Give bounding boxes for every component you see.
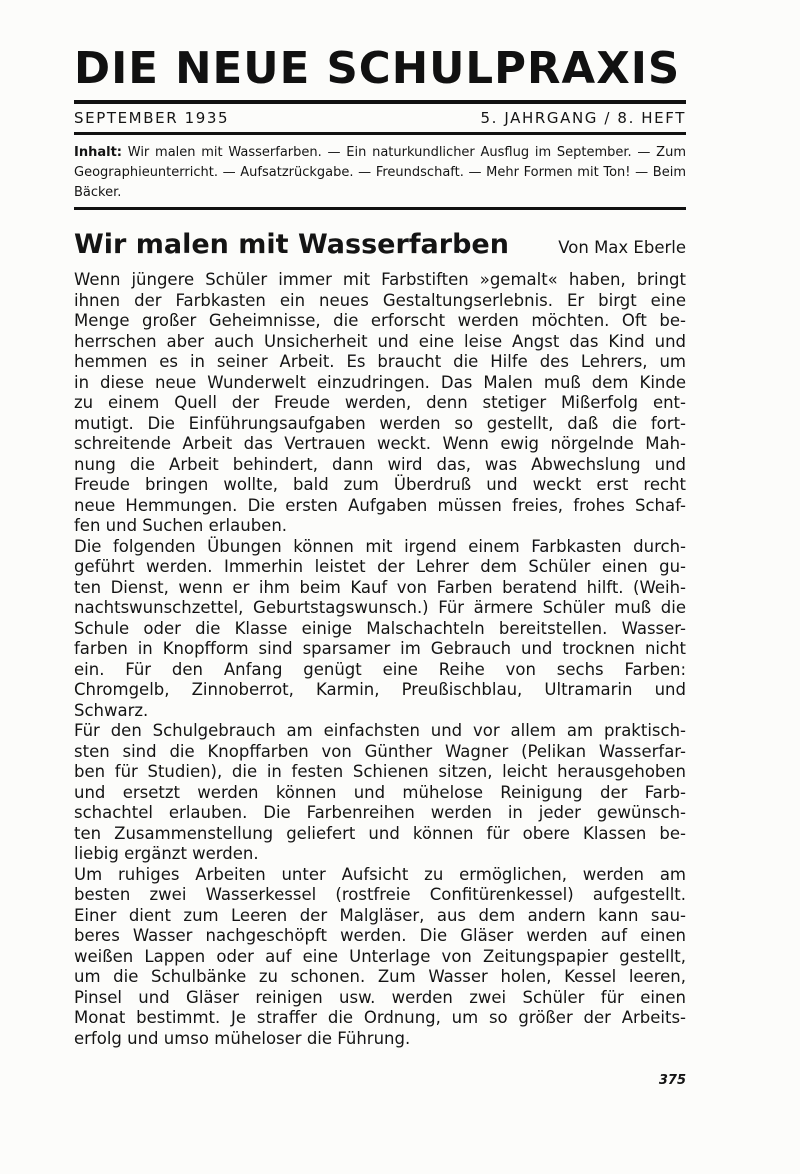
text-line: ten Zusammenstellung geliefert und können für obere Klassen be- xyxy=(74,823,686,843)
text-line: Die folgenden Übungen können mit irgend einem Farbkasten durch- xyxy=(74,536,686,556)
text-line: fen und Suchen erlauben. xyxy=(74,516,288,535)
text-line: und ersetzt werden können und mühelose Reinigung der Farb- xyxy=(74,782,686,802)
page-number: 375 xyxy=(658,1073,686,1088)
text-line: Um ruhiges Arbeiten unter Aufsicht zu ermöglichen, werden am xyxy=(74,864,686,884)
text-line: ein. Für den Anfang genügt eine Reihe von sechs Farben: xyxy=(74,659,686,679)
text-line: geführt werden. Immerhin leistet der Lehrer dem Schüler einen gu- xyxy=(74,557,686,576)
text-line: Für den Schulgebrauch am einfachsten und vor allem am praktisch- xyxy=(74,721,686,740)
text-line: Chromgelb, Zinnoberrot, Karmin, Preußischblau, Ultramarin und xyxy=(74,680,686,699)
article-title: Wir malen mit Wasserfarben xyxy=(74,229,509,260)
contents-rule xyxy=(74,207,686,210)
text-line: in diese neue Wunderwelt einzudringen. Das Malen muß dem Kinde xyxy=(74,372,686,392)
text-line: beres Wasser nachgeschöpft werden. Die Gläser werden auf einen xyxy=(74,926,686,945)
text-line: Pinsel und Gläser reinigen usw. werden zwei Schüler für einen xyxy=(74,987,686,1007)
text-line: Freude bringen wollte, bald zum Überdruß und weckt erst recht xyxy=(74,475,686,494)
text-line: schreitende Arbeit das Vertrauen weckt. Wenn ewig nörgelnde Mah- xyxy=(74,434,686,453)
contents-text: Wir malen mit Wasserfarben. — Ein naturkundlicher Ausflug im September. — Zum Geographieunterricht. — Aufsatzrückgabe. — Freundschaft. — Mehr Formen mit Ton! — Beim Bäcker. xyxy=(74,145,686,200)
text-line: liebig ergänzt werden. xyxy=(74,844,259,863)
issue-number: 5. JAHRGANG / 8. HEFT xyxy=(480,109,686,127)
text-line: Wenn jüngere Schüler immer mit Farbstiften »gemalt« haben, bringt xyxy=(74,270,686,289)
text-line: Schule oder die Klasse einige Malschachteln bereitstellen. Wasser- xyxy=(74,618,686,638)
text-line: Monat bestimmt. Je straffer die Ordnung, um so größer der Arbeits- xyxy=(74,1008,686,1027)
text-line: nachtswunschzettel, Geburtstagswunsch.) Für ärmere Schüler muß die xyxy=(74,598,686,617)
text-line: hemmen es in seiner Arbeit. Es braucht die Hilfe des Lehrers, um xyxy=(74,352,686,371)
text-line: zu einem Quell der Freude werden, denn stetiger Mißerfolg ent- xyxy=(74,393,686,412)
masthead-rule xyxy=(74,100,686,104)
text-line: mutigt. Die Einführungsaufgaben werden so gestellt, daß die fort- xyxy=(74,413,686,433)
text-line: neue Hemmungen. Die ersten Aufgaben müssen freies, frohes Schaf- xyxy=(74,495,686,515)
text-line: nung die Arbeit behindert, dann wird das, was Abwechslung und xyxy=(74,454,686,474)
text-line: um die Schulbänke zu schonen. Zum Wasser holen, Kessel leeren, xyxy=(74,967,686,986)
text-line: besten zwei Wasserkessel (rostfreie Confitürenkessel) aufgestellt. xyxy=(74,885,686,904)
masthead: DIE NEUE SCHULPRAXIS xyxy=(74,44,681,94)
text-line: Menge großer Geheimnisse, die erforscht werden möchten. Oft be- xyxy=(74,311,686,330)
article-header xyxy=(74,226,686,267)
text-line: ten Dienst, wenn er ihm beim Kauf von Farben beratend hilft. (Weih- xyxy=(74,577,686,597)
text-line: ihnen der Farbkasten ein neues Gestaltungserlebnis. Er birgt eine xyxy=(74,290,686,310)
article-body xyxy=(74,270,686,1049)
text-line: schachtel erlauben. Die Farbenreihen werden in jeder gewünsch- xyxy=(74,803,686,822)
table-of-contents xyxy=(74,143,686,203)
contents-label: Inhalt: xyxy=(74,145,122,160)
text-line: farben in Knopfform sind sparsamer im Gebrauch und trocknen nicht xyxy=(74,639,686,658)
text-line: Schwarz. xyxy=(74,700,149,720)
issue-date: SEPTEMBER 1935 xyxy=(74,109,230,127)
dateline-rule xyxy=(74,132,686,135)
text-line: herrschen aber auch Unsicherheit und eine leise Angst das Kind und xyxy=(74,331,686,351)
text-line: erfolg und umso müheloser die Führung. xyxy=(74,1028,411,1048)
text-line: Einer dient zum Leeren der Malgläser, aus dem andern kann sau- xyxy=(74,905,686,925)
text-line: sten sind die Knopffarben von Günther Wagner (Pelikan Wasserfar- xyxy=(74,741,686,761)
text-line: weißen Lappen oder auf eine Unterlage von Zeitungspapier gestellt, xyxy=(74,946,686,966)
article-byline: Von Max Eberle xyxy=(558,238,686,257)
dateline xyxy=(74,106,686,130)
text-line: ben für Studien), die in festen Schienen sitzen, leicht herausgehoben xyxy=(74,762,686,781)
